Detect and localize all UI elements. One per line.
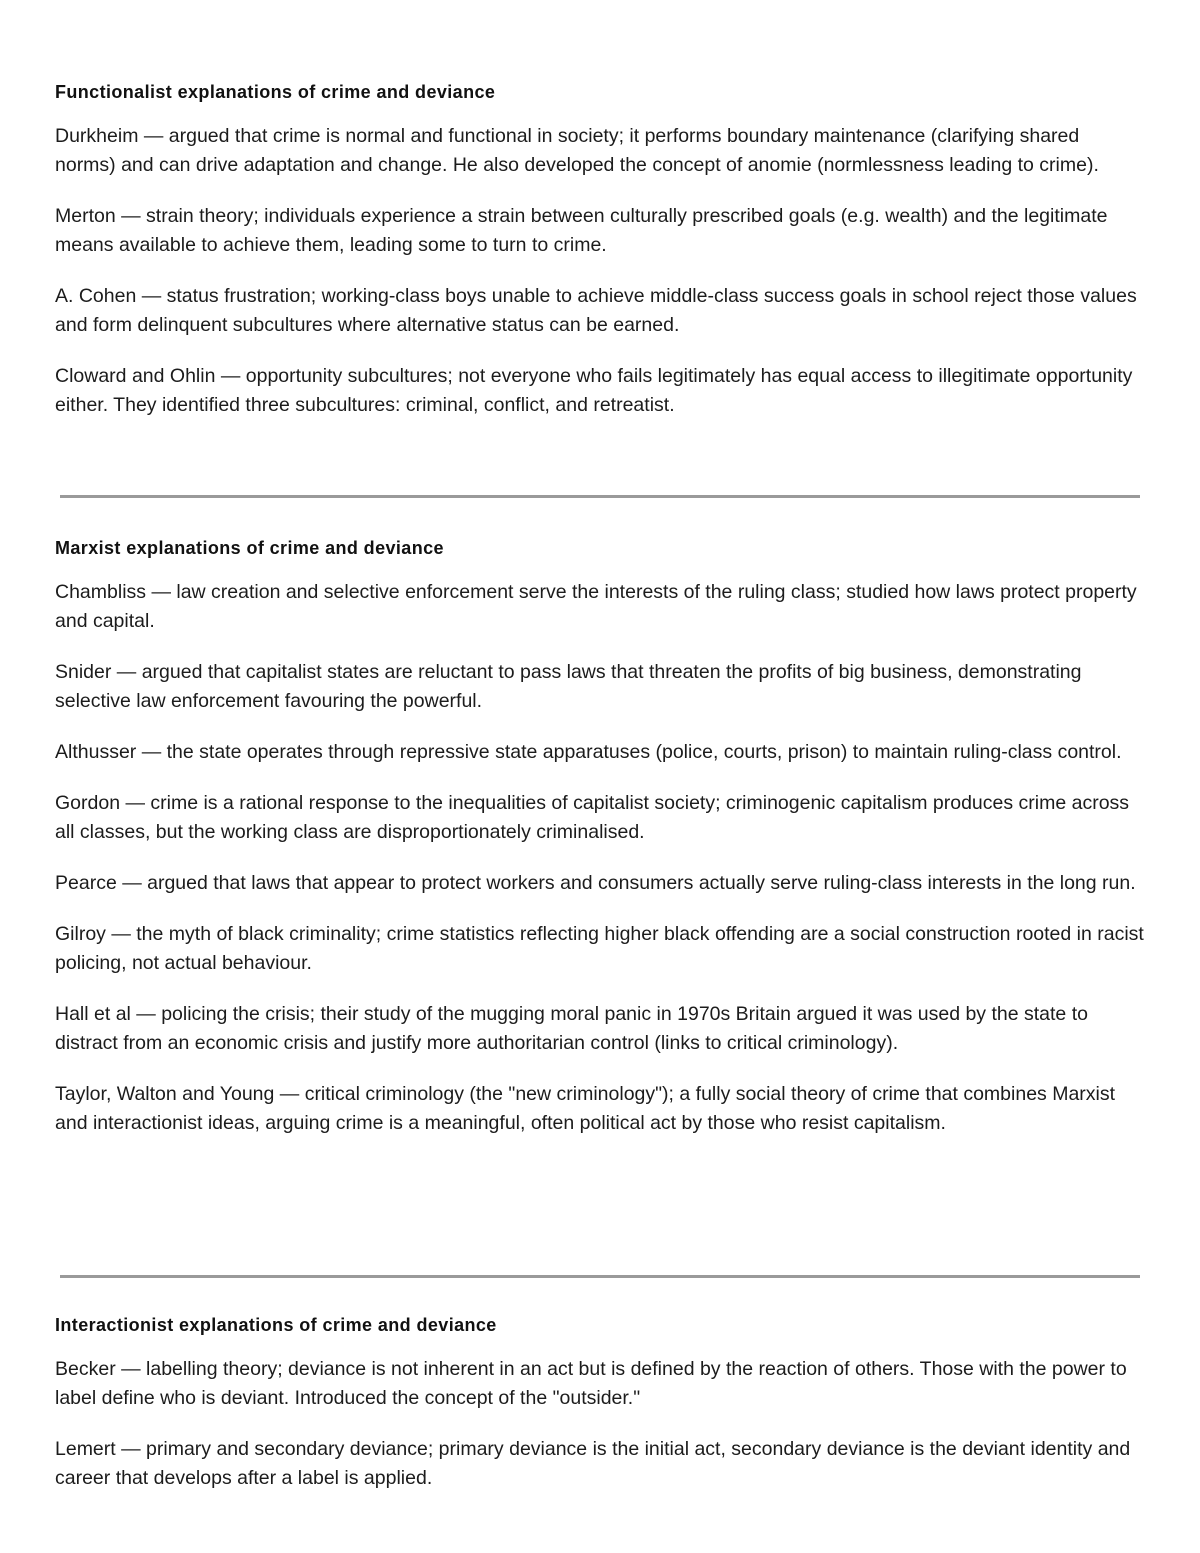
section-heading: Interactionist explanations of crime and deviance	[55, 1315, 497, 1335]
entry-gordon: Gordon — crime is a rational response to the inequalities of capitalist society; criminogenic capitalism produces crime across all classes, but the working class are disproportionately criminalised.	[55, 792, 1130, 843]
entry-gilroy: Gilroy — the myth of black criminality; crime statistics reflecting higher black offending are a social construction rooted in racist policing, not actual behaviour.	[55, 923, 1144, 974]
entry-taylor-walton-young: Taylor, Walton and Young — critical criminology (the "new criminology"); a fully social theory of crime that combines Marxist and interactionist ideas, arguing crime is a meaningful, often political act by those who resist capitalism.	[55, 1083, 1116, 1134]
entry-althusser: Althusser — the state operates through repressive state apparatuses (police, courts, prison) to maintain ruling-class control.	[55, 741, 1122, 763]
entry-hall-et-al: Hall et al — policing the crisis; their study of the mugging moral panic in 1970s Britain argued it was used by the state to distract from an economic crisis and justify more authoritarian control (links to critical criminology).	[55, 1003, 1088, 1054]
interactionist-section	[55, 1313, 1145, 1515]
entry-cohen: A. Cohen — status frustration; working-class boys unable to achieve middle-class success goals in school reject those values and form delinquent subcultures where alternative status can be earned.	[55, 285, 1137, 336]
entry-cloward-ohlin: Cloward and Ohlin — opportunity subcultures; not everyone who fails legitimately has equal access to illegitimate opportunity either. They identified three subcultures: criminal, conflict, and retreatist.	[55, 365, 1133, 416]
marxist-section	[55, 536, 1145, 1160]
section-divider	[60, 1275, 1140, 1278]
entry-snider: Snider — argued that capitalist states are reluctant to pass laws that threaten the profits of big business, demonstrating selective law enforcement favouring the powerful.	[55, 661, 1082, 712]
entry-durkheim: Durkheim — argued that crime is normal and functional in society; it performs boundary maintenance (clarifying shared norms) and can drive adaptation and change. He also developed the concept of anomie (normlessness leading to crime).	[55, 125, 1099, 176]
entry-merton: Merton — strain theory; individuals experience a strain between culturally prescribed goals (e.g. wealth) and the legitimate means available to achieve them, leading some to turn to crime.	[55, 205, 1108, 256]
section-heading: Functionalist explanations of crime and deviance	[55, 82, 496, 102]
entry-chambliss: Chambliss — law creation and selective enforcement serve the interests of the ruling class; studied how laws protect property and capital.	[55, 581, 1137, 632]
section-heading: Marxist explanations of crime and deviance	[55, 538, 444, 558]
entry-becker: Becker — labelling theory; deviance is not inherent in an act but is defined by the reaction of others. Those with the power to label define who is deviant. Introduced the concept of the "outsider."	[55, 1358, 1127, 1409]
entry-lemert: Lemert — primary and secondary deviance; primary deviance is the initial act, secondary deviance is the deviant identity and career that develops after a label is applied.	[55, 1438, 1131, 1489]
entry-pearce: Pearce — argued that laws that appear to protect workers and consumers actually serve ruling-class interests in the long run.	[55, 872, 1136, 894]
section-divider	[60, 495, 1140, 498]
functionalist-section	[55, 80, 1145, 442]
